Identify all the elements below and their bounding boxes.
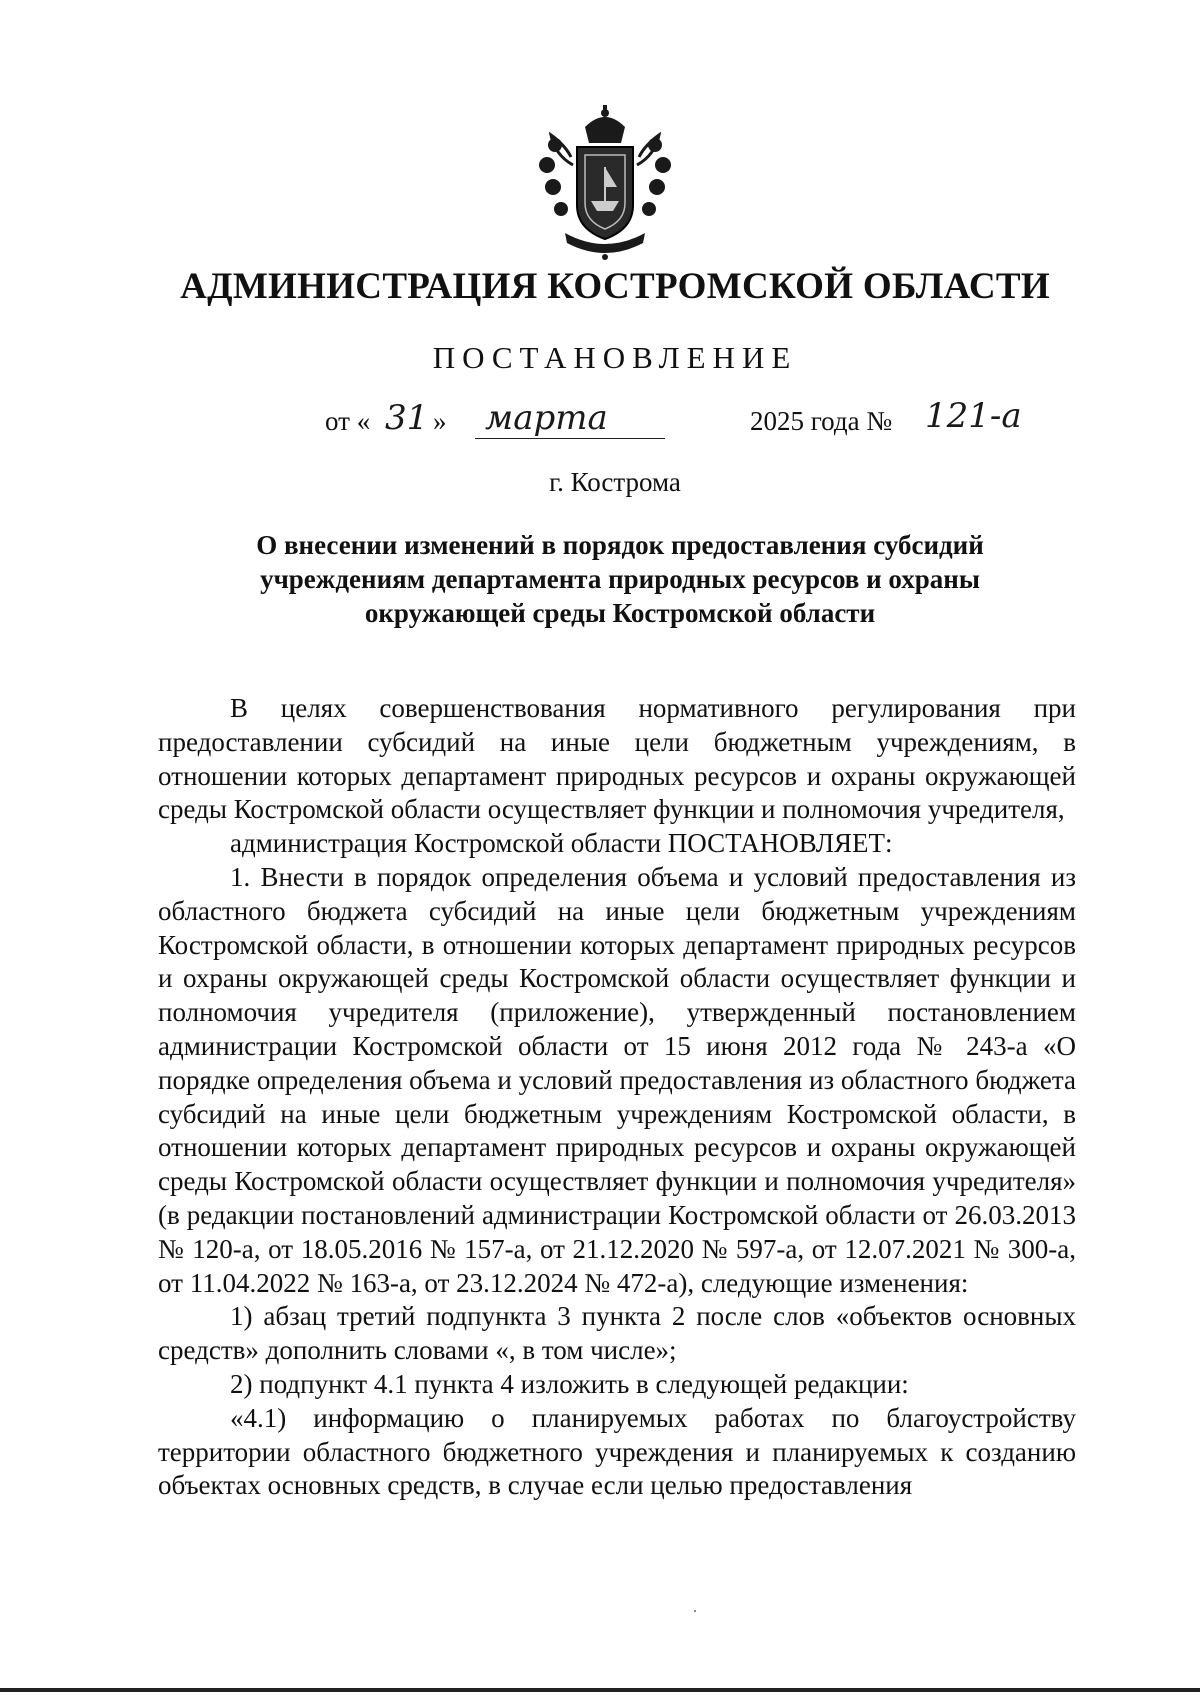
body-paragraph: администрация Костромской области ПОСТАНОВЛЯЕТ: (230, 828, 893, 859)
body-paragraph: 1. Внести в порядок определения объема и условий предоставления из областного бюджета субсидий на иные цели бюджетным учреждениям Костромской области, в отношении которых департамент природных ресурсов и охраны окружающей среды Костромской области осуществляет функции и полномочия учредителя (приложение), утвержденный постановлением администрации Костромской области от 15 июня 2012 года № 243-а «О порядке определения объема и условий предоставления из областного бюджета субсидий на иные цели бюджетным учреждениям Костромской области, в отношении которых департамент природных ресурсов и охраны окружающей среды Костромской области осуществляет функции и полномочия учредителя» (в редакции постановлений администрации Костромской области от 26.03.2013 № 120-а, от 18.05.2016 № 157-а, от 21.12.2020 № 597-а, от 12.07.2021 № 300-а, от 11.04.2022 № 163-а, от 23.12.2024 № 472-а), следующие изменения: (158, 861, 1076, 1298)
month-underline (475, 438, 665, 439)
document-type: ПОСТАНОВЛЕНИЕ (432, 340, 798, 375)
date-prefix: от « (325, 406, 371, 436)
subject-line: окружающей среды Костромской области (364, 598, 876, 628)
handwritten-number: 121-а (925, 396, 1022, 436)
city-name: г. Кострома (549, 467, 681, 497)
subject-line: учреждениям департамента природных ресурсов и охраны (260, 564, 980, 594)
page-bottom-border (0, 1688, 1200, 1692)
body-paragraph: В целях совершенствования нормативного регулирования при предоставлении субсидий на иные цели бюджетным учреждениям, в отношении которых департамент природных ресурсов и охраны окружающей среды Костромской области осуществляет функции и полномочия учредителя, (158, 693, 1076, 825)
date-number-line (325, 398, 1085, 448)
body-paragraph: 2) подпункт 4.1 пункта 4 изложить в следующей редакции: (230, 1368, 909, 1399)
handwritten-month: марта (485, 398, 608, 438)
date-quote-close: » (433, 406, 447, 436)
subject-line: О внесении изменений в порядок предоставления субсидий (256, 530, 984, 560)
document-body (158, 692, 1076, 1503)
organization-title: АДМИНИСТРАЦИЯ КОСТРОМСКОЙ ОБЛАСТИ (180, 266, 1050, 307)
scan-speck (694, 1610, 696, 1612)
coat-of-arms-emblem (525, 105, 685, 265)
body-paragraph: «4.1) информацию о планируемых работах по благоустройству территории областного бюджетного учреждения и планируемых к созданию объектах основных средств, в случае если целью предоставления (158, 1402, 1076, 1501)
year-label: 2025 года № (750, 406, 893, 436)
document-subject (160, 528, 1080, 630)
body-paragraph: 1) абзац третий подпункта 3 пункта 2 после слов «объектов основных средств» дополнить словами «, в том числе»; (158, 1301, 1076, 1366)
handwritten-day: 31 (385, 398, 429, 438)
